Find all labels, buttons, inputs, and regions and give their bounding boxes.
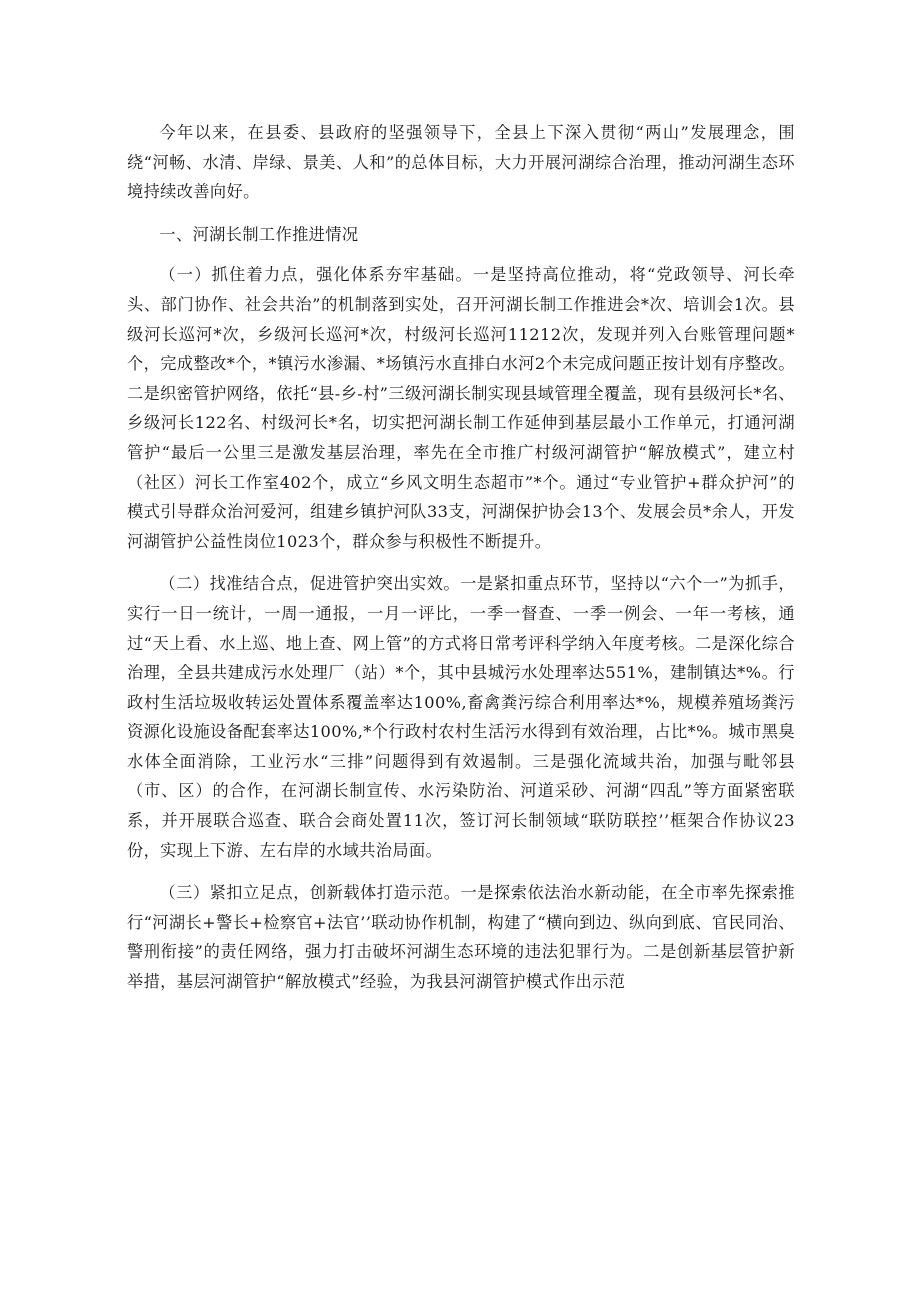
subsection-1-paragraph: （一）抓住着力点，强化体系夯牢基础。一是坚持高位推动，将“党政领导、河长牵头、部门协作、社会共治”的机制落到实处，召开河湖长制工作推进会*次、培训会1次。县级河长巡河*次，乡级河长巡河*次，村级河长巡河11212次，发现并列入台账管理问题*个，完成整改*个，*镇污水渗漏、*场镇污水直排白水河2个未完成问题正按计划有序整改。二是织密管护网络，依托“县-乡-村”三级河湖长制实现县域管理全覆盖，现有县级河长*名、乡级河长122名、村级河长*名，切实把河湖长制工作延伸到基层最小工作单元，打通河湖管护“最后一公里三是激发基层治理，率先在全市推广村级河湖管护“解放模式”，建立村（社区）河长工作室402个，成立“乡风文明生态超市”*个。通过“专业管护+群众护河”的模式引导群众治河爱河，组建乡镇护河队33支，河湖保护协会13个、发展会员*余人，开发河湖管护公益性岗位1023个，群众参与积极性不断提升。: [127, 265, 795, 551]
section-heading: 一、河湖长制工作推进情况: [159, 224, 359, 244]
subsection-3-paragraph: （三）紧扣立足点，创新载体打造示范。一是探索依法治水新动能，在全市率先探索推行“河湖长+警长+检察官+法官’’联动协作机制，构建了“横向到边、纵向到底、官民同治、警刑衔接”的责任网络，强力打击破坏河湖生态环境的违法犯罪行为。二是创新基层管护新举措，基层河湖管护“解放模式”经验，为我县河湖管护模式作出示范: [127, 883, 795, 992]
intro-paragraph: 今年以来，在县委、县政府的坚强领导下，全县上下深入贯彻“两山”发展理念，围绕“河畅、水清、岸绿、景美、人和”的总体目标，大力开展河湖综合治理，推动河湖生态环境持续改善向好。: [127, 123, 795, 202]
subsection-2-paragraph: （二）找准结合点，促进管护突出实效。一是紧扣重点环节，坚持以“六个一”为抓手，实行一日一统计，一周一通报，一月一评比，一季一督查、一季一例会、一年一考核，通过“天上看、水上巡、地上查、网上管”的方式将日常考评科学纳入年度考核。二是深化综合治理，全县共建成污水处理厂（站）*个，其中县城污水处理率达551%，建制镇达*%。行政村生活垃圾收转运处置体系覆盖率达100%,畜禽粪污综合利用率达*%，规模养殖场粪污资源化设施设备配套率达100%,*个行政村农村生活污水得到有效治理，占比*%。城市黑臭水体全面消除，工业污水“三排”问题得到有效遏制。三是强化流域共治，加强与毗邻县（市、区）的合作，在河湖长制宣传、水污染防治、河道采砂、河湖“四乱”等方面紧密联系，并开展联合巡查、联合会商处置11次，签订河长制领域“联防联控’’框架合作协议23份，实现上下游、左右岸的水域共治局面。: [127, 574, 795, 860]
